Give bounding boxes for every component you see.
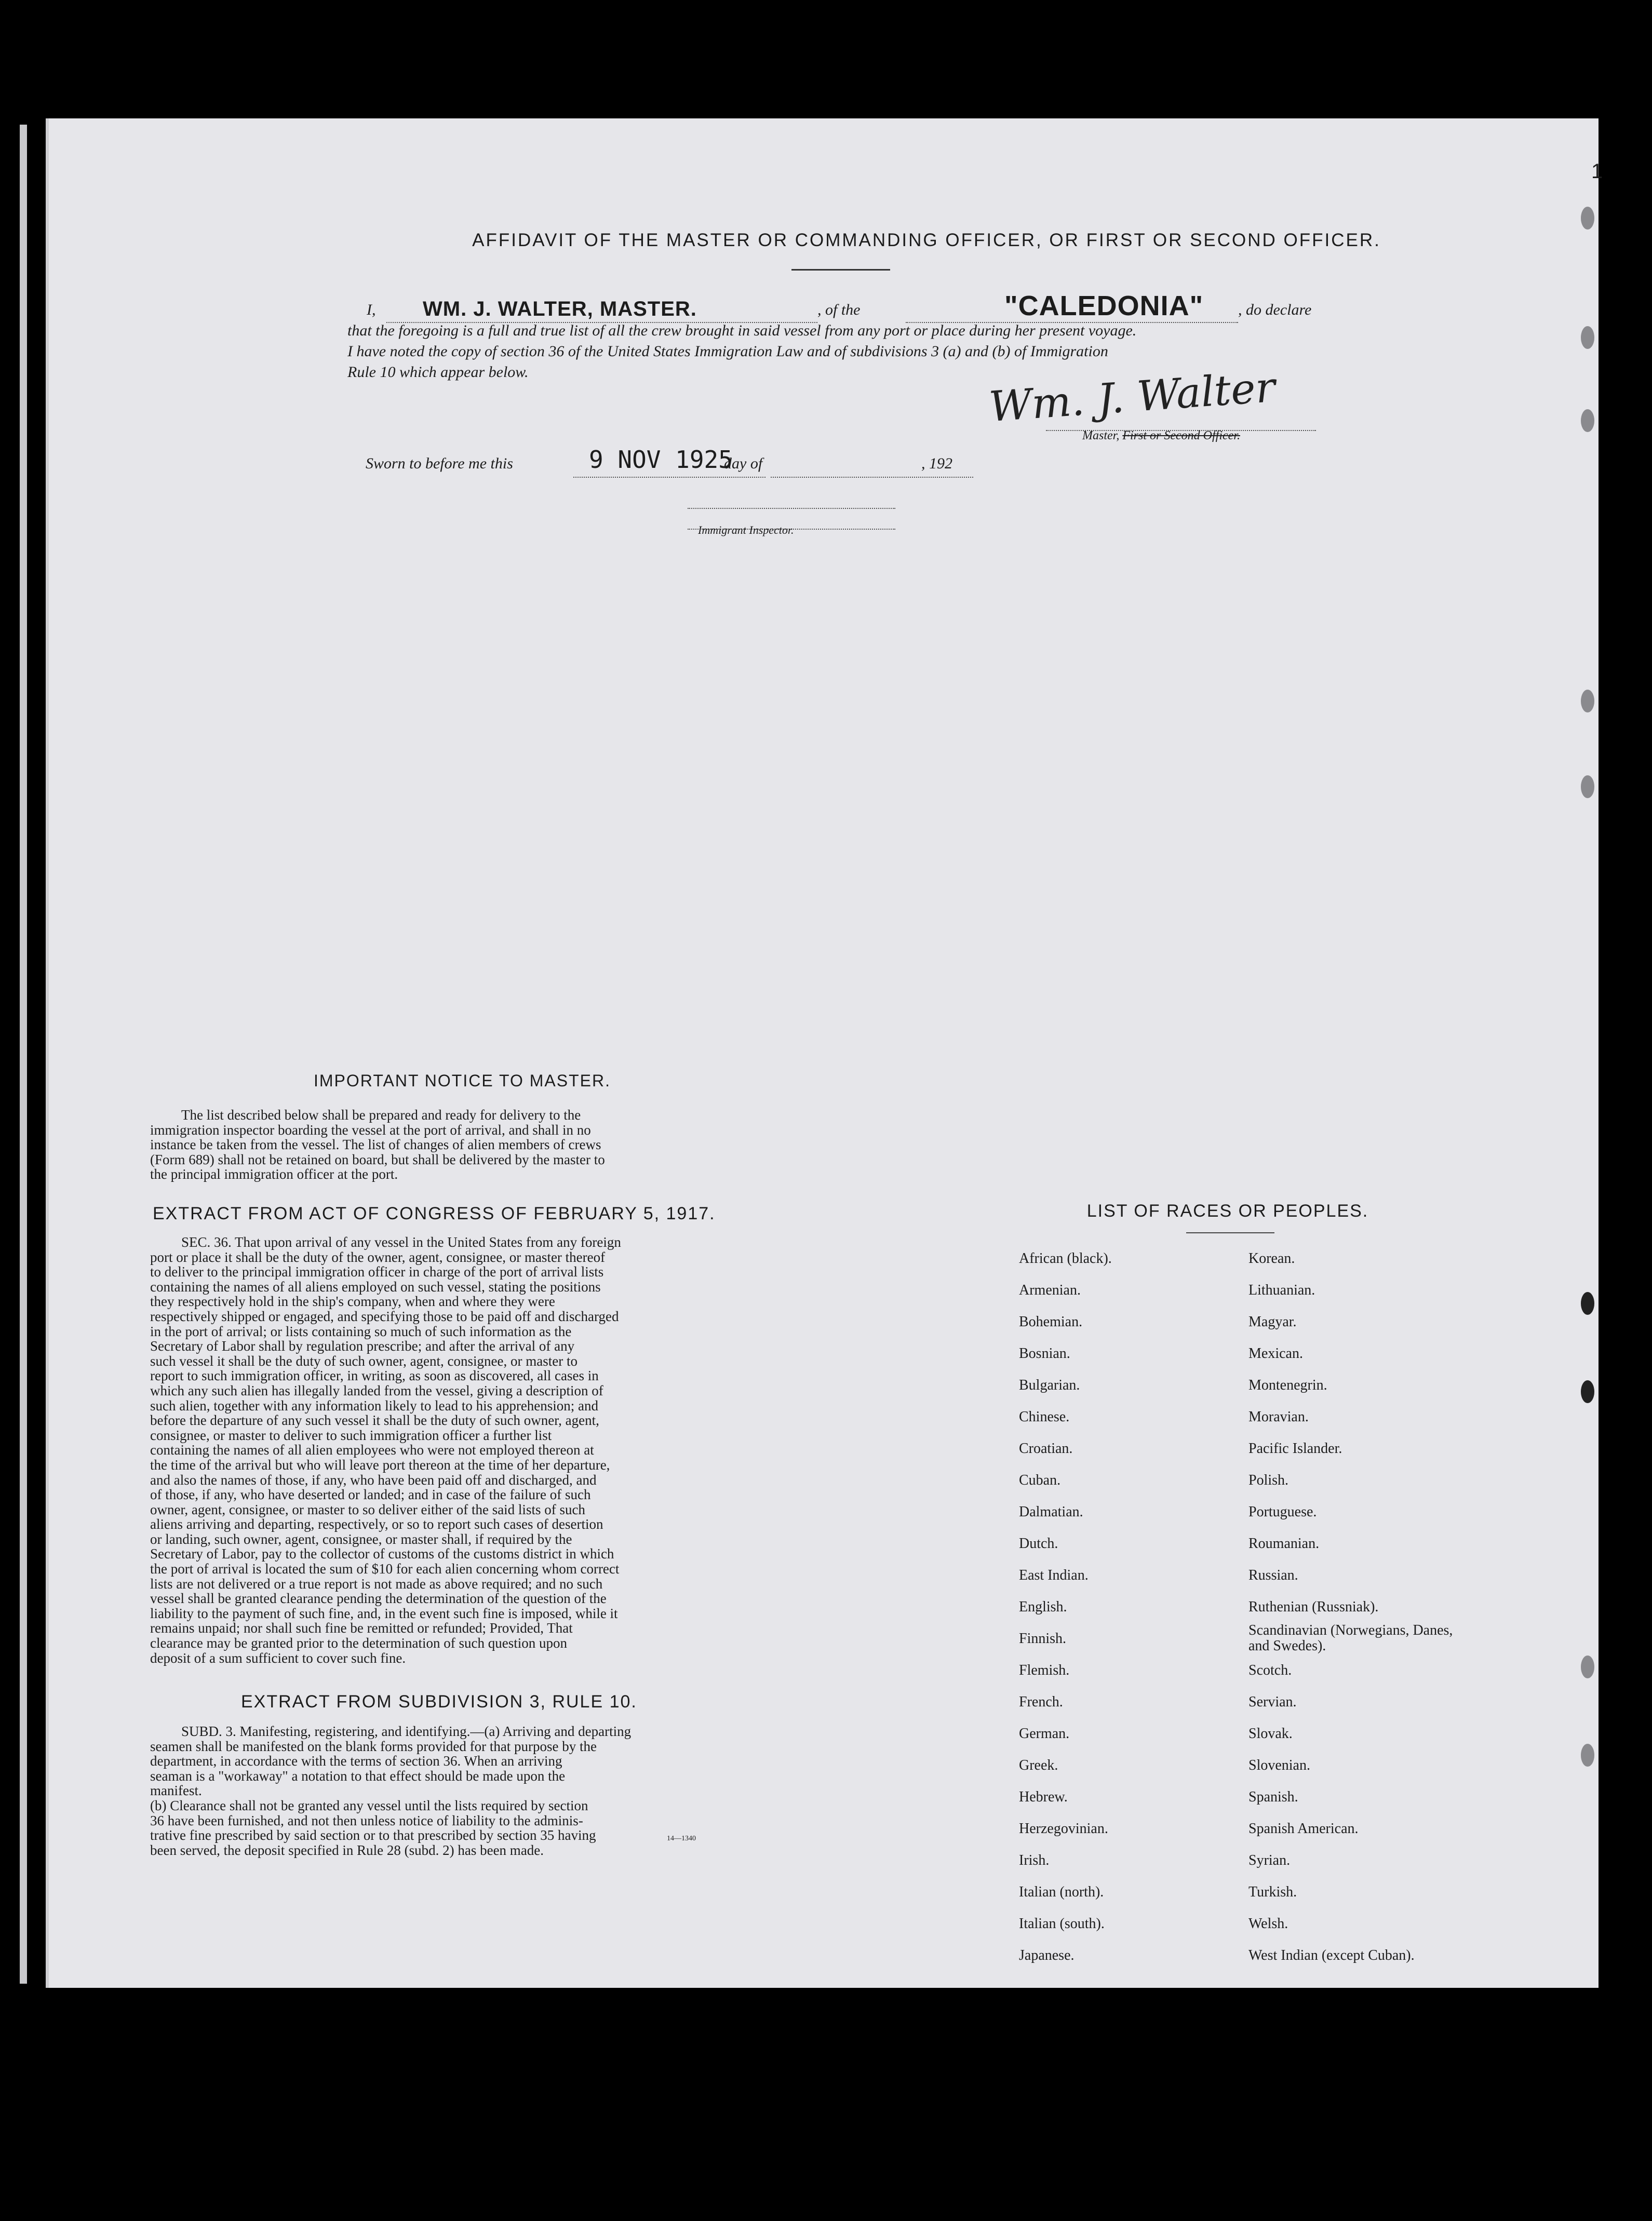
act-line: SEC. 36. That upon arrival of any vessel in the United States from any foreign <box>181 1234 621 1250</box>
race-item: Turkish. <box>1248 1884 1297 1900</box>
race-item: Slovak. <box>1248 1726 1293 1742</box>
rule-line: 36 have been furnished, and not then unless notice of liability to the adminis- <box>150 1812 583 1828</box>
act-line: or landing, such owner, agent, consignee, or master shall, if required by the <box>150 1531 572 1547</box>
master-name-value: WM. J. WALTER, MASTER. <box>423 298 697 320</box>
races-heading: LIST OF RACES OR PEOPLES. <box>1086 1201 1369 1221</box>
act-line: deposit of a sum sufficient to cover such fine. <box>150 1650 406 1666</box>
race-item: Scotch. <box>1248 1662 1292 1678</box>
race-item: German. <box>1019 1726 1070 1742</box>
inspector-label: Immigrant Inspector. <box>698 523 794 536</box>
punch-hole <box>1581 409 1594 432</box>
act-line: the port of arrival is located the sum of $10 for each alien concerning whom correct <box>150 1561 620 1577</box>
race-item: Chinese. <box>1019 1409 1070 1425</box>
race-item: Hebrew. <box>1019 1789 1068 1805</box>
rule-line: trative fine prescribed by said section or to that prescribed by section 35 having <box>150 1827 596 1843</box>
race-item: Servian. <box>1248 1694 1297 1710</box>
sworn-label: Sworn to before me this <box>366 455 513 472</box>
race-item: Italian (south). <box>1019 1916 1105 1932</box>
race-item: Portuguese. <box>1248 1504 1317 1520</box>
signature-caption <box>1082 429 1240 443</box>
race-item: Pacific Islander. <box>1248 1441 1342 1457</box>
race-item: Finnish. <box>1019 1631 1067 1647</box>
race-item: West Indian (except Cuban). <box>1248 1947 1415 1963</box>
race-item: Spanish American. <box>1248 1821 1359 1837</box>
act-line: clearance may be granted prior to the determination of such question upon <box>150 1635 567 1651</box>
signature-caption-struck: First or Second Officer. <box>1122 429 1240 442</box>
affidavit-line-3: I have noted the copy of section 36 of the United States Immigration Law and of subdivisions 3 (a) and (b) of Immigration <box>347 343 1108 360</box>
race-item: French. <box>1019 1694 1063 1710</box>
punch-hole <box>1581 1655 1594 1678</box>
notice-line: immigration inspector boarding the vessel at the port of arrival, and shall in no <box>150 1122 591 1138</box>
act-line: Secretary of Labor shall by regulation prescribe; and after the arrival of any <box>150 1338 575 1354</box>
act-line: consignee, or master to deliver to such immigration officer a further list <box>150 1427 552 1443</box>
day-of-label: day of <box>724 455 763 472</box>
act-line: aliens arriving and departing, respectively, or so to report such cases of desertion <box>150 1516 603 1532</box>
races-divider <box>1186 1232 1274 1233</box>
act-line: the time of the arrival but who will leave port thereon at the time of her departure, <box>150 1457 610 1473</box>
race-item: Slovenian. <box>1248 1757 1310 1773</box>
race-item: Magyar. <box>1248 1314 1297 1330</box>
act-line: containing the names of all aliens employed on such vessel, stating the positions <box>150 1278 601 1295</box>
race-item: Mexican. <box>1248 1345 1303 1362</box>
race-item: Polish. <box>1248 1472 1289 1488</box>
act-line: lists are not delivered or a true report is not made as above required; and no such <box>150 1576 603 1592</box>
race-item: East Indian. <box>1019 1567 1089 1583</box>
punch-hole <box>1581 326 1594 349</box>
extract-rule-heading: EXTRACT FROM SUBDIVISION 3, RULE 10. <box>241 1692 637 1712</box>
act-line: and also the names of those, if any, who have been paid off and discharged, and <box>150 1472 597 1488</box>
punch-hole <box>1581 1380 1594 1403</box>
act-line: to deliver to the principal immigration officer in charge of the port of arrival lists <box>150 1264 604 1280</box>
rule-line: department, in accordance with the terms of section 36. When an arriving <box>150 1753 562 1769</box>
notice-line: The list described below shall be prepared and ready for delivery to the <box>181 1107 581 1123</box>
affidavit-line-4: Rule 10 which appear below. <box>347 364 529 381</box>
extract-rule-text <box>150 1724 742 1857</box>
act-line: containing the names of all alien employees who were not employed thereon at <box>150 1442 594 1458</box>
races-left-column <box>1019 1243 1112 1971</box>
year-prefix: , 192 <box>921 455 952 472</box>
race-item: Roumanian. <box>1248 1536 1320 1552</box>
notice-text <box>150 1108 742 1182</box>
race-item: Lithuanian. <box>1248 1282 1315 1298</box>
sworn-date-stamp: 9 NOV 1925 <box>589 446 733 474</box>
race-item: Dalmatian. <box>1019 1504 1083 1520</box>
race-item: Scandinavian (Norwegians, Danes, and Swedes). <box>1248 1622 1453 1654</box>
act-line: remains unpaid; nor shall such fine be remitted or refunded; Provided, That <box>150 1620 573 1636</box>
inspector-line-upper <box>688 508 895 509</box>
act-line: of those, if any, who have deserted or landed; and in case of the failure of such <box>150 1487 591 1503</box>
race-item: Croatian. <box>1019 1441 1073 1457</box>
race-item: Flemish. <box>1019 1662 1070 1678</box>
race-item: African (black). <box>1019 1250 1112 1267</box>
act-line: owner, agent, consignee, or master to so deliver either of the said lists of such <box>150 1501 585 1517</box>
race-item: Irish. <box>1019 1852 1050 1868</box>
race-item: Russian. <box>1248 1567 1298 1583</box>
rule-line: seamen shall be manifested on the blank forms provided for that purpose by the <box>150 1738 597 1754</box>
scan-edge-strip <box>20 125 27 1984</box>
punch-hole <box>1581 1292 1594 1315</box>
act-line: liability to the payment of such fine, and, in the event such fine is imposed, while it <box>150 1605 618 1621</box>
notice-line: (Form 689) shall not be retained on board, but shall be delivered by the master to <box>150 1151 605 1167</box>
punch-hole <box>1581 1744 1594 1767</box>
act-line: Secretary of Labor, pay to the collector of customs of the customs district in which <box>150 1546 614 1562</box>
punch-hole <box>1581 690 1594 712</box>
race-item: Bosnian. <box>1019 1345 1070 1362</box>
race-item: Spanish. <box>1248 1789 1298 1805</box>
race-item: Syrian. <box>1248 1852 1291 1868</box>
extract-act-text <box>150 1235 742 1665</box>
vessel-name-value: "CALEDONIA" <box>1004 290 1204 321</box>
rule-line: been served, the deposit specified in Rule 28 (subd. 2) has been made. <box>150 1842 544 1858</box>
race-item: Dutch. <box>1019 1536 1058 1552</box>
punch-hole <box>1581 207 1594 230</box>
race-item: Welsh. <box>1248 1916 1288 1932</box>
race-item: Armenian. <box>1019 1282 1081 1298</box>
race-item: Greek. <box>1019 1757 1058 1773</box>
rule-line: manifest. <box>150 1783 202 1799</box>
act-line: they respectively hold in the ship's company, when and where they were <box>150 1294 555 1310</box>
rule-line: SUBD. 3. Manifesting, registering, and identifying.—(a) Arriving and departing <box>181 1724 632 1739</box>
act-line: report to such immigration officer, in writing, as soon as discovered, all cases in <box>150 1368 599 1384</box>
do-declare-label: , do declare <box>1238 301 1312 318</box>
notice-heading: IMPORTANT NOTICE TO MASTER. <box>314 1071 611 1090</box>
of-the-label: , of the <box>817 301 861 318</box>
race-item: Bulgarian. <box>1019 1377 1080 1393</box>
race-item: Italian (north). <box>1019 1884 1104 1900</box>
notice-line: the principal immigration officer at the port. <box>150 1166 398 1182</box>
punch-hole <box>1581 775 1594 798</box>
act-line: in the port of arrival; or lists containing so much of such information as the <box>150 1323 572 1339</box>
page-mark: 1 <box>1591 160 1603 183</box>
affidavit-i-label: I, <box>367 301 376 318</box>
rule-line: seaman is a "workaway" a notation to that effect should be made upon the <box>150 1768 566 1784</box>
act-line: such alien, together with any information likely to lead to his apprehension; and <box>150 1397 599 1414</box>
affidavit-line-2: that the foregoing is a full and true list of all the crew brought in said vessel from any port or place during her present voyage. <box>347 322 1137 339</box>
document-sheet <box>46 118 1603 1988</box>
race-item: Herzegovinian. <box>1019 1821 1108 1837</box>
extract-act-heading: EXTRACT FROM ACT OF CONGRESS OF FEBRUARY 5, 1917. <box>153 1204 716 1223</box>
race-item: English. <box>1019 1599 1067 1615</box>
race-item: Japanese. <box>1019 1947 1075 1963</box>
act-line: such vessel it shall be the duty of such owner, agent, consignee, or master to <box>150 1353 577 1369</box>
races-right-column <box>1248 1243 1467 1971</box>
race-item: Moravian. <box>1248 1409 1309 1425</box>
notice-line: instance be taken from the vessel. The list of changes of alien members of crews <box>150 1137 601 1153</box>
act-line: before the departure of any such vessel it shall be the duty of such owner, agent, <box>150 1412 599 1429</box>
race-item: Korean. <box>1248 1250 1295 1267</box>
signature-caption-master: Master, <box>1082 429 1120 442</box>
affidavit-title: AFFIDAVIT OF THE MASTER OR COMMANDING OFFICER, OR FIRST OR SECOND OFFICER. <box>472 230 1381 250</box>
race-item: Montenegrin. <box>1248 1377 1327 1393</box>
act-line: vessel shall be granted clearance pending the determination of the question of the <box>150 1591 607 1607</box>
sworn-date-line <box>573 477 765 478</box>
form-number: 14—1340 <box>667 1835 696 1842</box>
act-line: which any such alien has illegally landed from the vessel, giving a description of <box>150 1382 603 1398</box>
rule-line: (b) Clearance shall not be granted any vessel until the lists required by section <box>150 1797 588 1813</box>
act-line: respectively shipped or engaged, and specifying those to be paid off and discharged <box>150 1308 619 1324</box>
act-line: port or place it shall be the duty of the owner, agent, consignee, or master thereof <box>150 1249 606 1265</box>
race-item: Ruthenian (Russniak). <box>1248 1599 1379 1615</box>
race-item: Cuban. <box>1019 1472 1061 1488</box>
title-divider <box>791 269 890 271</box>
master-signature: Wm. J. Walter <box>987 362 1277 432</box>
month-line <box>771 477 973 478</box>
race-item: Bohemian. <box>1019 1314 1083 1330</box>
